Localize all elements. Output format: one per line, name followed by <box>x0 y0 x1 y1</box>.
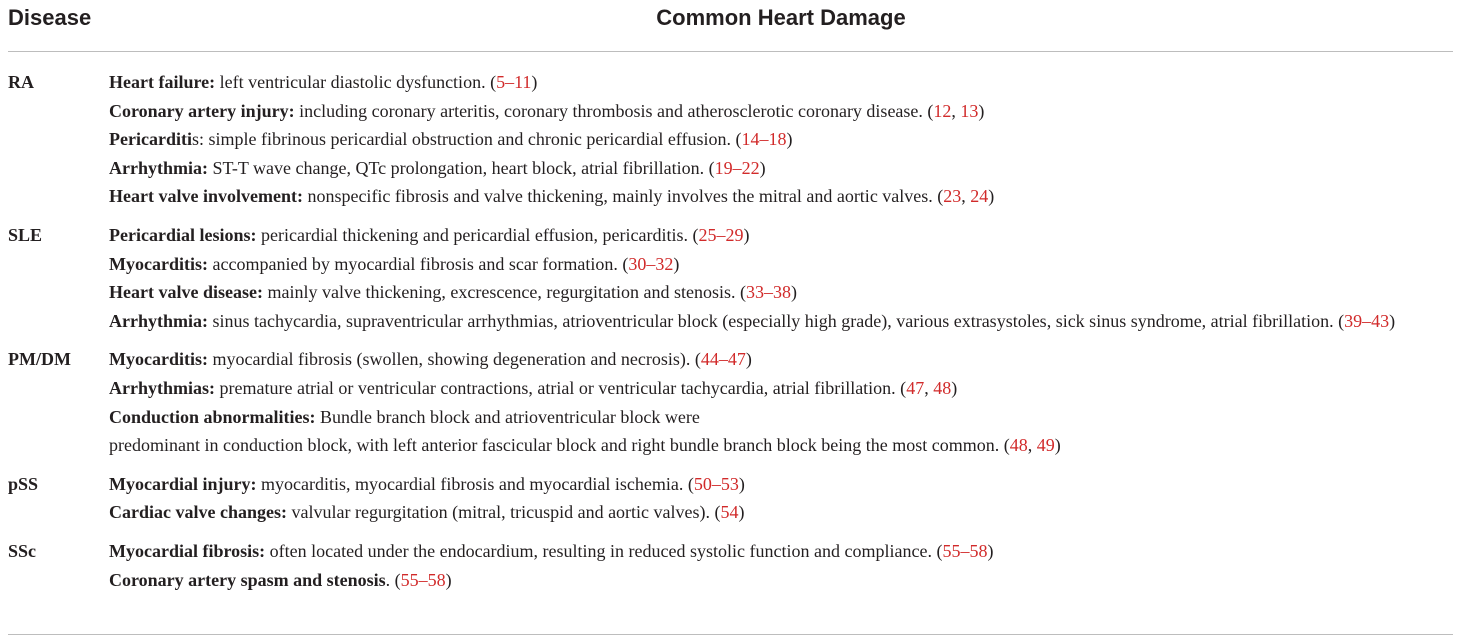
disease-name: SLE <box>8 224 43 245</box>
damage-term: Coronary artery injury: <box>109 100 295 121</box>
heart-damage-cell <box>109 470 1449 527</box>
reference-link[interactable]: 49 <box>1036 435 1055 456</box>
damage-description-continued: predominant in conduction block, with left anterior fascicular block and right bundle branch block being the most common. ( <box>109 435 1010 456</box>
reference-link[interactable]: 33 <box>745 282 764 303</box>
closing-paren: ) <box>978 100 985 121</box>
reference-separator: – <box>716 224 726 245</box>
reference-link[interactable]: 38 <box>772 282 791 303</box>
reference-link[interactable]: 50 <box>693 473 712 494</box>
table-row <box>0 537 1460 594</box>
closing-paren: ) <box>786 129 793 150</box>
damage-entry <box>109 97 1449 126</box>
heart-damage-cell <box>109 345 1449 459</box>
reference-separator: – <box>763 282 773 303</box>
damage-description: Bundle branch block and atrioventricular block were <box>315 406 700 427</box>
damage-description: including coronary arteritis, coronary thrombosis and atherosclerotic coronary disease. ( <box>294 100 934 121</box>
damage-term: Conduction abnormalities: <box>109 406 316 427</box>
table-bottom-divider <box>8 634 1453 635</box>
damage-term: Pericardial lesions: <box>109 224 257 245</box>
damage-entry <box>109 125 1449 154</box>
damage-term: Coronary artery spasm and stenosis <box>109 569 386 590</box>
closing-paren: ) <box>759 157 766 178</box>
closing-paren: ) <box>745 349 752 370</box>
reference-separator: , <box>924 377 934 398</box>
reference-link[interactable]: 23 <box>943 186 962 207</box>
table-row <box>0 68 1460 211</box>
damage-description: accompanied by myocardial fibrosis and scar formation. ( <box>207 253 629 274</box>
damage-entry <box>109 566 1449 595</box>
table-row <box>0 470 1460 527</box>
damage-entry <box>109 307 1449 336</box>
reference-link[interactable]: 22 <box>741 157 760 178</box>
closing-paren: ) <box>738 502 745 523</box>
damage-entry <box>109 470 1449 499</box>
closing-paren: ) <box>790 282 797 303</box>
damage-entry <box>109 182 1449 211</box>
damage-term: Myocarditis: <box>109 253 208 274</box>
damage-term: Heart valve disease: <box>109 282 263 303</box>
column-header-disease: Disease <box>8 5 92 30</box>
damage-entry <box>109 250 1449 279</box>
reference-link[interactable]: 47 <box>727 349 746 370</box>
closing-paren: ) <box>743 224 750 245</box>
reference-separator: – <box>732 157 742 178</box>
reference-separator: , <box>961 186 971 207</box>
reference-link[interactable]: 54 <box>720 502 739 523</box>
damage-description: nonspecific fibrosis and valve thickening, mainly involves the mitral and aortic valves. ( <box>302 186 944 207</box>
damage-description: left ventricular diastolic dysfunction. ( <box>215 72 497 92</box>
reference-link[interactable]: 19 <box>714 157 733 178</box>
damage-term: Myocarditis: <box>109 349 208 370</box>
column-header-common-heart-damage: Common Heart Damage <box>656 5 906 30</box>
damage-entry <box>109 498 1449 527</box>
damage-entry <box>109 345 1449 374</box>
damage-entry <box>109 154 1449 183</box>
damage-term: Heart failure: <box>109 72 216 92</box>
reference-separator: – <box>718 349 728 370</box>
header-divider <box>8 51 1453 52</box>
damage-description: sinus tachycardia, supraventricular arrhythmias, atrioventricular block (especially high grade), various extrasystoles, sick sinus syndrome, atrial fibrillation. ( <box>207 310 1345 331</box>
damage-description: myocardial fibrosis (swollen, showing degeneration and necrosis). ( <box>207 349 701 370</box>
damage-description: pericardial thickening and pericardial effusion, pericarditis. ( <box>256 224 699 245</box>
closing-paren: ) <box>987 540 994 561</box>
reference-link[interactable]: 55 <box>400 569 419 590</box>
reference-link[interactable]: 43 <box>1371 310 1390 331</box>
reference-link[interactable]: 12 <box>933 100 952 121</box>
reference-separator: – <box>505 72 515 92</box>
damage-term: Arrhythmia: <box>109 310 208 331</box>
damage-term: Arrhythmia: <box>109 157 208 178</box>
damage-description: mainly valve thickening, excrescence, regurgitation and stenosis. ( <box>262 282 746 303</box>
closing-paren: ) <box>531 72 538 92</box>
reference-separator: , <box>951 100 961 121</box>
reference-separator: – <box>711 473 721 494</box>
closing-paren: ) <box>445 569 452 590</box>
disease-name: pSS <box>8 473 39 494</box>
damage-description: myocarditis, myocardial fibrosis and myocardial ischemia. ( <box>256 473 694 494</box>
damage-description: . ( <box>385 569 401 590</box>
damage-term: Myocardial fibrosis: <box>109 540 266 561</box>
closing-paren: ) <box>1054 435 1061 456</box>
reference-link[interactable]: 13 <box>960 100 979 121</box>
damage-term: Heart valve involvement: <box>109 186 303 207</box>
damage-entry <box>109 221 1449 250</box>
heart-damage-cell <box>109 221 1449 335</box>
damage-description: ST-T wave change, QTc prolongation, heart block, atrial fibrillation. ( <box>207 157 715 178</box>
reference-link[interactable]: 55 <box>942 540 961 561</box>
table-body <box>0 68 1460 594</box>
reference-separator: – <box>759 129 769 150</box>
reference-link[interactable]: 29 <box>725 224 744 245</box>
reference-link[interactable]: 53 <box>720 473 739 494</box>
reference-link[interactable]: 58 <box>969 540 988 561</box>
reference-separator: – <box>418 569 428 590</box>
table-row <box>0 221 1460 335</box>
damage-entry <box>109 68 1449 97</box>
reference-link[interactable]: 5 <box>496 72 506 92</box>
damage-description: s: simple fibrinous pericardial obstruction and chronic pericardial effusion. ( <box>191 129 742 150</box>
closing-paren: ) <box>738 473 745 494</box>
reference-link[interactable]: 11 <box>514 72 532 92</box>
reference-link[interactable]: 39 <box>1344 310 1363 331</box>
damage-term: Myocardial injury: <box>109 473 257 494</box>
damage-description: valvular regurgitation (mitral, tricuspid and aortic valves). ( <box>286 502 721 523</box>
damage-description: often located under the endocardium, resulting in reduced systolic function and compliance. ( <box>265 540 943 561</box>
reference-link[interactable]: 18 <box>768 129 787 150</box>
reference-link[interactable]: 48 <box>933 377 952 398</box>
reference-link[interactable]: 58 <box>427 569 446 590</box>
damage-entry <box>109 403 1449 460</box>
reference-link[interactable]: 14 <box>741 129 760 150</box>
disease-name: RA <box>8 72 34 92</box>
damage-term: Arrhythmias: <box>109 377 215 398</box>
reference-link[interactable]: 30 <box>628 253 647 274</box>
reference-link[interactable]: 25 <box>698 224 717 245</box>
closing-paren: ) <box>1389 310 1396 331</box>
damage-term: Cardiac valve changes: <box>109 502 287 523</box>
closing-paren: ) <box>673 253 680 274</box>
table-row <box>0 345 1460 459</box>
reference-link[interactable]: 47 <box>906 377 925 398</box>
damage-entry <box>109 374 1449 403</box>
damage-entry <box>109 537 1449 566</box>
reference-link[interactable]: 48 <box>1009 435 1028 456</box>
closing-paren: ) <box>988 186 995 207</box>
disease-name: SSc <box>8 540 37 561</box>
heart-damage-cell <box>109 537 1449 594</box>
reference-separator: , <box>1027 435 1037 456</box>
reference-separator: – <box>646 253 656 274</box>
damage-term: Pericarditi <box>109 129 192 150</box>
reference-separator: – <box>960 540 970 561</box>
damage-entry <box>109 278 1449 307</box>
reference-link[interactable]: 44 <box>700 349 719 370</box>
disease-name: PM/DM <box>8 349 71 370</box>
reference-separator: – <box>1362 310 1372 331</box>
reference-link[interactable]: 24 <box>970 186 989 207</box>
damage-description: premature atrial or ventricular contractions, atrial or ventricular tachycardia, atrial fibrillation. ( <box>215 377 907 398</box>
heart-damage-cell <box>109 68 1449 211</box>
closing-paren: ) <box>951 377 958 398</box>
reference-link[interactable]: 32 <box>655 253 674 274</box>
